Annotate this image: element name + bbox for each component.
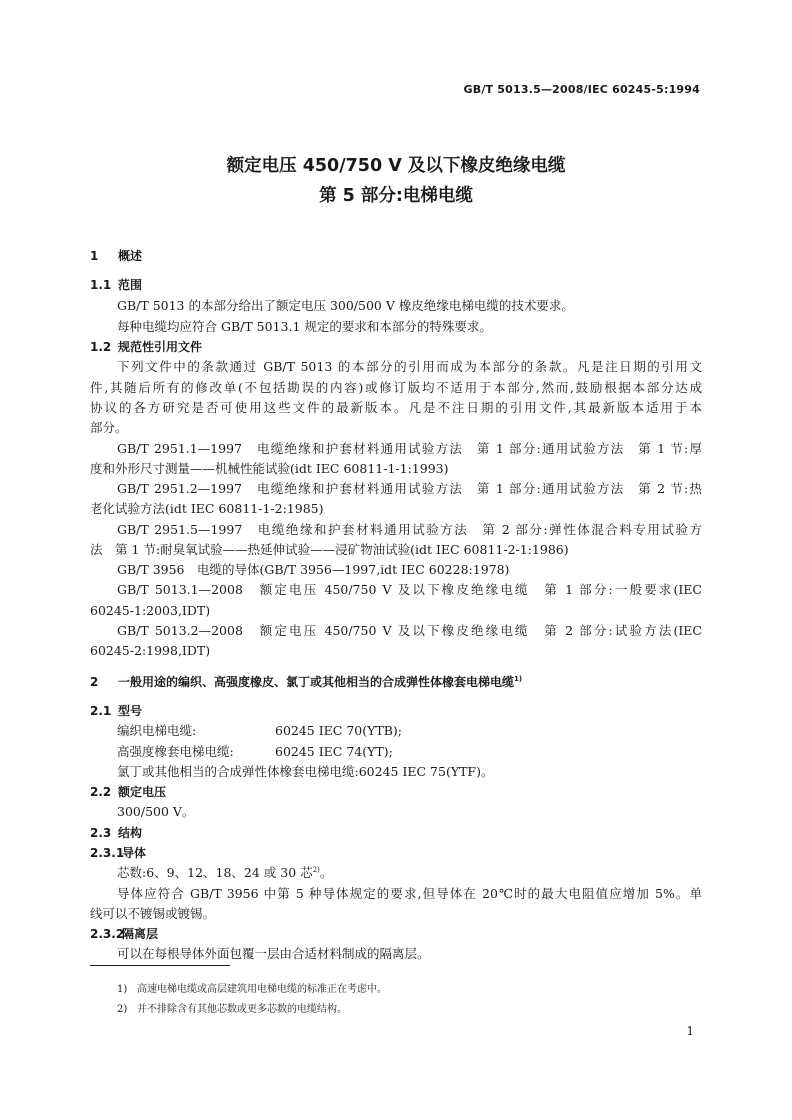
reference-item: GB/T 2951.1—1997 电缆绝缘和护套材料通用试验方法 第 1 部分:通用试验方法 第 1 节:厚 <box>117 441 702 456</box>
section-1-2-heading: 1.2 规范性引用文件 <box>90 340 203 354</box>
page-number: 1 <box>686 1024 694 1038</box>
reference-item: 度和外形尺寸测量——机械性能试验(idt IEC 60811-1-1:1993) <box>90 461 449 476</box>
paragraph: 芯数:6、9、12、18、24 或 30 芯$^{2)}$。 <box>117 865 333 880</box>
paragraph-line: 线可以不镀锡或镀锡。 <box>90 906 216 921</box>
reference-item: GB/T 5013.2—2008 额定电压 450/750 V 及以下橡皮绝缘电缆 第 2 部分:试验方法(IEC <box>117 623 702 638</box>
type-row: 编织电梯电缆: 60245 IEC 70(YTB); <box>117 723 402 738</box>
reference-item: 60245-2:1998,IDT) <box>90 643 211 658</box>
reference-item: 老化试验方法(idt IEC 60811-1-2:1985) <box>90 501 324 516</box>
paragraph-line: 协议的各方研究是否可使用这些文件的最新版本。凡是不注日期的引用文件,其最新版本适用于本 <box>90 400 702 415</box>
section-2-1-heading: 2.1 型号 <box>90 704 143 718</box>
section-2-heading: 2 一般用途的编织、高强度橡皮、氯丁或其他相当的合成弹性体橡套电梯电缆$^{1)}$ <box>90 675 523 689</box>
document-subtitle: 第 5 部分:电梯电缆 <box>319 186 473 206</box>
footnote-ref: 1) <box>514 675 523 683</box>
type-row: 高强度橡套电梯电缆: 60245 IEC 74(YT); <box>117 744 393 759</box>
section-2-3-1-heading: 2.3.1导体 <box>90 846 147 860</box>
paragraph-line: 部分。 <box>90 420 128 435</box>
paragraph-line: 件,其随后所有的修改单(不包括勘误的内容)或修订版均不适用于本部分,然而,鼓励根据本部分达成 <box>90 380 702 395</box>
paragraph-line: 导体应符合 GB/T 3956 中第 5 种导体规定的要求,但导体在 20℃时的最大电阻值应增加 5%。单 <box>117 886 702 901</box>
section-2-3-heading: 2.3 结构 <box>90 826 143 840</box>
section-1-1-heading: 1.1 范围 <box>90 278 143 292</box>
footnote: 2) 并不排除含有其他芯数或更多芯数的电缆结构。 <box>117 1004 347 1015</box>
section-2-2-heading: 2.2 额定电压 <box>90 785 167 799</box>
reference-item: GB/T 5013.1—2008 额定电压 450/750 V 及以下橡皮绝缘电缆 第 1 部分:一般要求(IEC <box>117 582 702 597</box>
standard-code: GB/T 5013.5—2008/IEC 60245-5:1994 <box>463 83 700 96</box>
section-2-3-2-heading: 2.3.2隔离层 <box>90 927 159 941</box>
reference-item: GB/T 2951.2—1997 电缆绝缘和护套材料通用试验方法 第 1 部分:通用试验方法 第 2 节:热 <box>117 481 702 496</box>
paragraph: GB/T 5013 的本部分给出了额定电压 300/500 V 橡皮绝缘电梯电缆的技术要求。 <box>117 298 574 313</box>
paragraph-line: 下列文件中的条款通过 GB/T 5013 的本部分的引用而成为本部分的条款。凡是注日期的引用文 <box>117 359 702 374</box>
reference-item: GB/T 2951.5—1997 电缆绝缘和护套材料通用试验方法 第 2 部分:弹性体混合料专用试验方 <box>117 522 702 537</box>
footnote-ref: 2) <box>312 866 320 874</box>
paragraph: 300/500 V。 <box>117 804 195 819</box>
paragraph: 每种电缆均应符合 GB/T 5013.1 规定的要求和本部分的特殊要求。 <box>117 319 492 334</box>
reference-item: 法 第 1 节:耐臭氧试验——热延伸试验——浸矿物油试验(idt IEC 60811-2-1:1986) <box>90 542 569 557</box>
section-1-heading: 1 概述 <box>90 249 143 263</box>
footnote-divider <box>90 965 230 966</box>
document-title: 额定电压 450/750 V 及以下橡皮绝缘电缆 <box>226 156 566 176</box>
paragraph: 可以在每根导体外面包覆一层由合适材料制成的隔离层。 <box>117 946 430 961</box>
reference-item: GB/T 3956 电缆的导体(GB/T 3956—1997,idt IEC 60228:1978) <box>117 562 510 577</box>
type-row: 氯丁或其他相当的合成弹性体橡套电梯电缆:60245 IEC 75(YTF)。 <box>117 764 494 779</box>
footnote: 1) 高速电梯电缆或高层建筑用电梯电缆的标准正在考虑中。 <box>117 984 387 995</box>
reference-item: 60245-1:2003,IDT) <box>90 603 211 618</box>
